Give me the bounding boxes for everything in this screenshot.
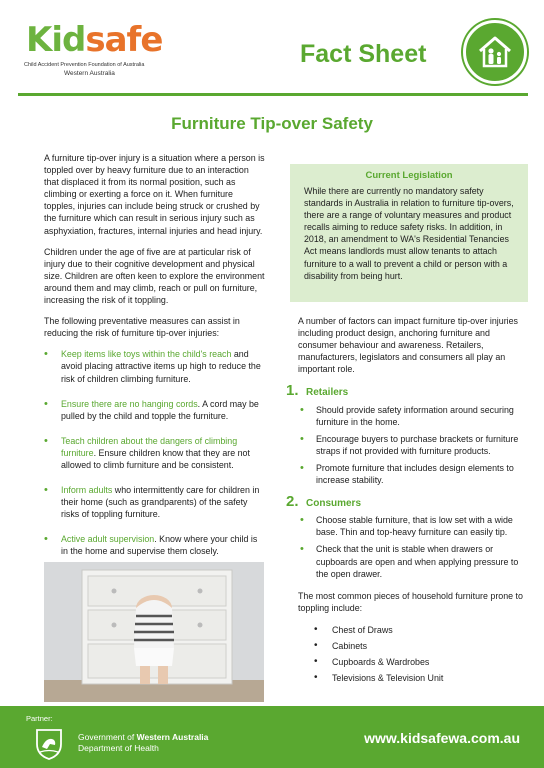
child-climbing-drawers-photo (44, 562, 264, 702)
logo-region: Western Australia (64, 70, 115, 77)
section-heading-consumers (286, 493, 526, 511)
intro-paragraph: A furniture tip-over injury is a situation where a person is toppled over by heavy furniture due to an interaction that displaced it from its normal position, such as climbing or exerting a force on it. When furniture topples, injuries can include being struck or crushed by the furniture which can result in serious injury such as asphyxiation, fractures, internal injuries and head injury. (44, 153, 265, 236)
section-heading-retailers (286, 382, 526, 400)
page-title: Furniture Tip-over Safety (171, 114, 373, 133)
common-furniture-list (298, 624, 526, 684)
list-item: • Cupboards & Wardrobes (298, 656, 526, 668)
partner-label: Partner: (26, 714, 53, 723)
list-item: • Teach children about the dangers of climbing furniture. Ensure children know that they are not allowed to climb furniture and be consistent. (44, 435, 266, 471)
left-column (44, 152, 266, 571)
kidsafe-logo (18, 18, 163, 88)
legislation-title: Current Legislation (365, 170, 453, 181)
header-divider (18, 93, 528, 96)
section-number: 1. (286, 382, 299, 400)
retailers-list (298, 404, 526, 487)
list-item: • Ensure there are no hanging cords. A cord may be pulled by the child and topple the furniture. (44, 398, 266, 422)
list-item: • Check that the unit is stable when drawers or cupboards are open and when applying pressure to the open drawer. (298, 543, 526, 579)
list-item: • Active adult supervision. Know where your child is in the home and supervise them closely. (44, 533, 266, 557)
logo-subtitle: Child Accident Prevention Foundation of Australia (24, 62, 145, 68)
consumers-list (298, 514, 526, 579)
house-family-icon (463, 20, 527, 84)
list-item: • Chest of Draws (298, 624, 526, 636)
section-title: Retailers (306, 387, 349, 399)
common-furniture-intro: The most common pieces of household furniture prone to toppling include: (298, 590, 523, 613)
right-column (286, 315, 526, 688)
list-item: • Televisions & Television Unit (298, 672, 526, 684)
wa-crest-icon (34, 726, 64, 760)
list-item: • Promote furniture that includes design elements to increase stability. (298, 462, 526, 486)
measures-list (44, 348, 266, 557)
government-text: Government of Western Australia Department of Health (78, 732, 209, 753)
list-item: • Choose stable furniture, that is low set with a wide base. Thin and top-heavy furniture can easily tip. (298, 514, 526, 538)
section-title: Consumers (306, 498, 362, 510)
list-item: • Encourage buyers to purchase brackets or furniture straps if not provided with furniture products. (298, 433, 526, 457)
list-item: • Should provide safety information around securing furniture in the home. (298, 404, 526, 428)
factors-paragraph: A number of factors can impact furniture tip-over injuries including product design, anchoring furniture and consumer behaviour and awareness. Retailers, manufacturers, legislators and consumers all play an important role. (298, 316, 518, 375)
fact-sheet-title: Fact Sheet (300, 40, 427, 68)
list-item: • Keep items like toys within the child's reach and avoid placing attractive items up high to reduce the risk of children climbing furniture. (44, 348, 266, 384)
legislation-body: While there are currently no mandatory safety standards in Australia in relation to furniture tip-overs, there are a range of voluntary measures and product recalls aiming to reduce safety risks. In addition, in 2018, an amendment to WA's Residential Tenancies Act means landlords must allow tenants to attach furniture to a wall to prevent a child or person with a disability from being hurt. (304, 186, 514, 281)
logo-wordmark: Kidsafe (26, 20, 163, 60)
list-item: • Inform adults who intermittently care for children in their home (such as grandparents) of the safety risks of toppling furniture. (44, 484, 266, 520)
legislation-box (290, 164, 528, 302)
website-url: www.kidsafewa.com.au (364, 730, 520, 746)
measures-intro: The following preventative measures can assist in reducing the risk of furniture tip-over injuries: (44, 316, 240, 339)
section-number: 2. (286, 493, 299, 511)
footer-bar (0, 706, 544, 768)
list-item: • Cabinets (298, 640, 526, 652)
children-paragraph: Children under the age of five are at particular risk of injury due to their cognitive development and physical size. Children are often keen to explore the environment around them and may climb, reach or pull on furniture, increasing the risk of it toppling. (44, 246, 265, 306)
